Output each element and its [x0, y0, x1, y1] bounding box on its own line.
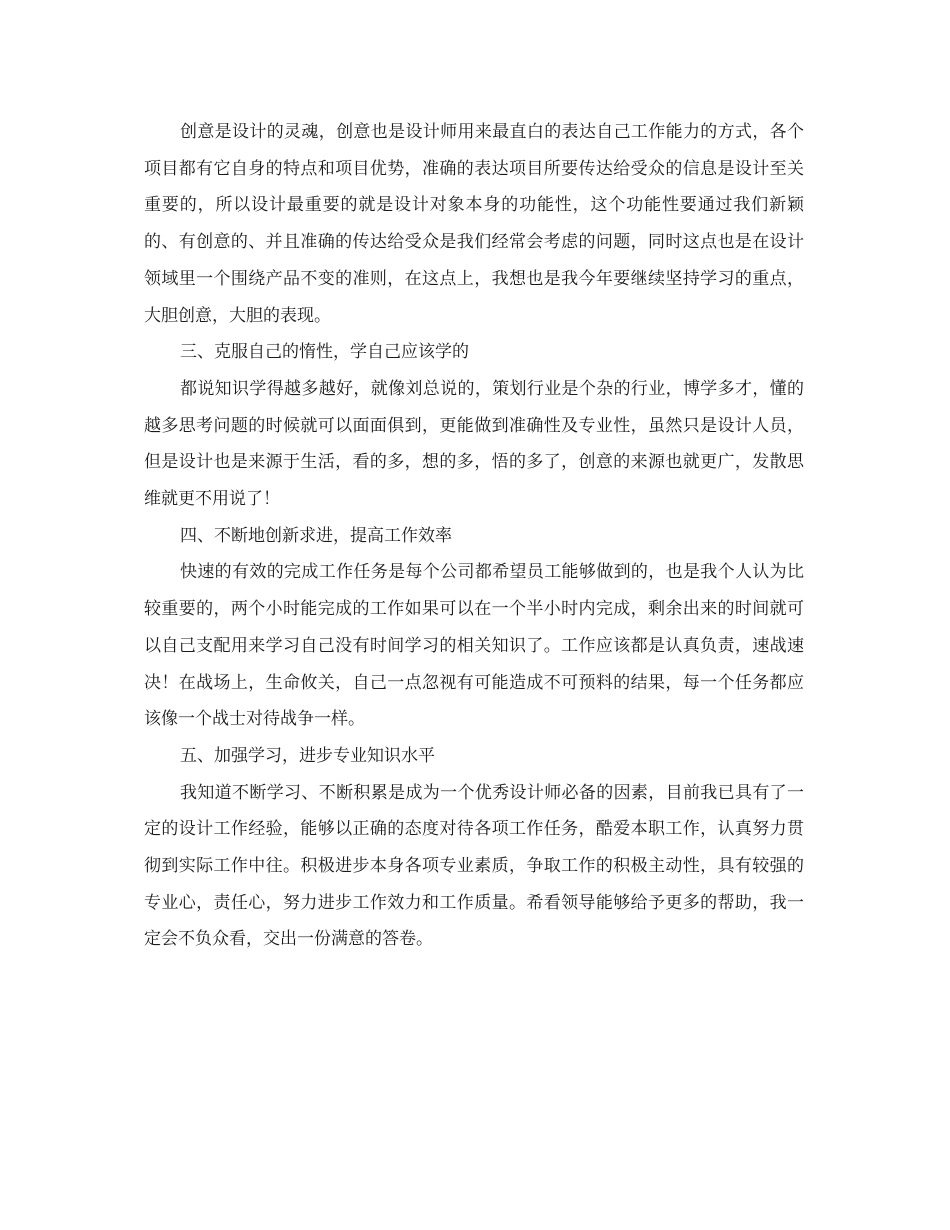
paragraph-learning: 我知道不断学习、不断积累是成为一个优秀设计师必备的因素，目前我已具有了一定的设计工作经验，能够以正确的态度对待各项工作任务，酷爱本职工作，认真努力贯彻到实际工作中往。积极进步本身各项专业素质，争取工作的积极主动性，具有较强的专业心，责任心，努力进步工作效力和工作质量。希看领导能够给予更多的帮助，我一定会不负众看，交出一份满意的答卷。	[144, 782, 804, 950]
section-heading-4: 四、不断地创新求进，提高工作效率	[180, 525, 452, 546]
paragraph-creativity: 创意是设计的灵魂，创意也是设计师用来最直白的表达自己工作能力的方式，各个项目都有它自身的特点和项目优势，准确的表达项目所要传达给受众的信息是设计至关重要的，所以设计最重要的就是设计对象本身的功能性，这个功能性要通过我们新颖的、有创意的、并且准确的传达给受众是我们经常会考虑的问题，同时这点也是在设计领域里一个围绕产品不变的准则，在这点上，我想也是我今年要继续坚持学习的重点，大胆创意，大胆的表现。	[144, 122, 804, 326]
paragraph-efficiency: 快速的有效的完成工作任务是每个公司都希望员工能够做到的，也是我个人认为比较重要的，两个小时能完成的工作如果可以在一个半小时内完成，剩余出来的时间就可以自己支配用来学习自己没有时间学习的相关知识了。工作应该都是认真负责，速战速决！在战场上，生命攸关，自己一点忽视有可能造成不可预料的结果，每一个任务都应该像一个战士对待战争一样。	[144, 562, 804, 730]
document-body	[144, 114, 804, 958]
section-heading-5: 五、加强学习，进步专业知识水平	[180, 745, 435, 766]
section-heading-3: 三、克服自己的惰性，学自己应该学的	[180, 342, 469, 363]
paragraph-knowledge: 都说知识学得越多越好，就像刘总说的，策划行业是个杂的行业，博学多才，懂的越多思考问题的时候就可以面面俱到，更能做到准确性及专业性，虽然只是设计人员，但是设计也是来源于生活，看的多，想的多，悟的多了，创意的来源也就更广，发散思维就更不用说了！	[144, 378, 804, 510]
